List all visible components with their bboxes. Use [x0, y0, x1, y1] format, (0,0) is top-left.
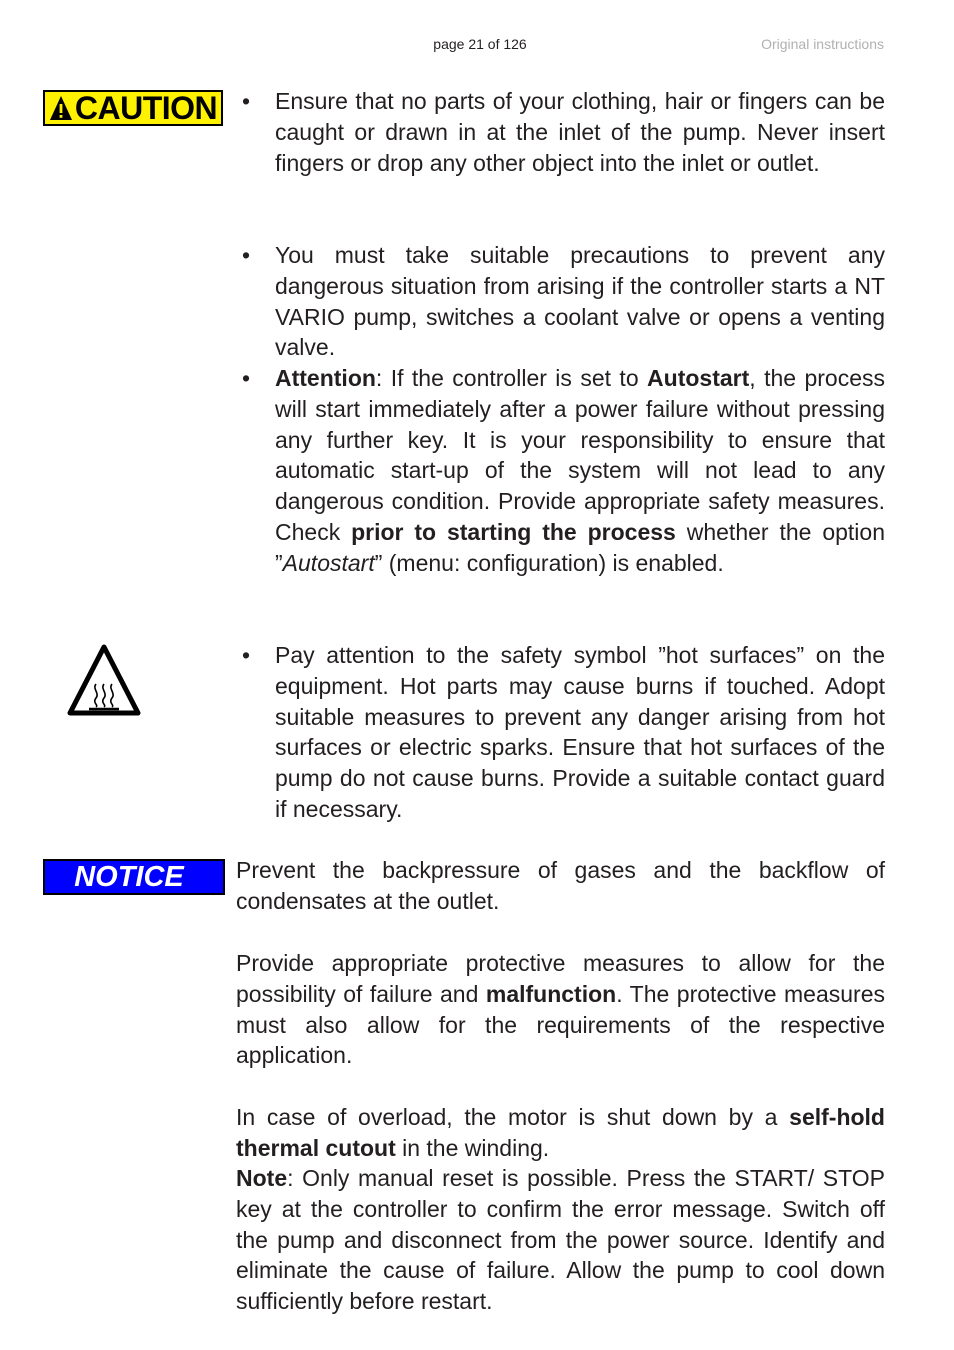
bullet-marker: •	[242, 242, 251, 268]
notice-note	[236, 1163, 885, 1317]
text-span: whether the option ”	[275, 518, 885, 576]
text-span: . The protective measures must also allow for the requirements of the respective application.	[236, 980, 885, 1069]
notice-label: NOTICE	[43, 859, 225, 895]
caution-label	[43, 90, 223, 126]
caution-text: CAUTION	[74, 90, 218, 126]
bullet-marker: •	[242, 88, 251, 114]
malfunction-keyword: malfunction	[485, 980, 617, 1007]
caution-bullet-autostart	[275, 363, 885, 579]
caution-bullet-clothing: Ensure that no parts of your clothing, hair or fingers can be caught or drawn in at the inlet of the pump. Never insert fingers or drop any other object into the inlet or outlet.	[275, 88, 885, 176]
notice-protective-measures	[236, 948, 885, 1071]
thermal-cutout-keyword: self-hold thermal cutout	[236, 1104, 885, 1161]
prior-keyword: prior to starting the process	[351, 518, 676, 545]
notice-backpressure: Prevent the backpressure of gases and the backflow of condensates at the outlet.	[236, 857, 885, 914]
autostart-option: Autostart	[282, 549, 375, 576]
attention-keyword: Attention	[275, 365, 376, 391]
text-span: : Only manual reset is possible. Press the START/ STOP key at the controller to confirm the error message. Switch off the pump and disconnect from the power source. Identify and eliminate the cause of failure. Allow the pump to cool down sufficiently before restart.	[236, 1165, 885, 1315]
text-span: In case of overload, the motor is shut down by a	[236, 1104, 790, 1130]
document-type-label: Original instructions	[761, 36, 884, 52]
text-span: , the process will start immediately after a power failure without pressing any further key. It is your responsibility to ensure that automatic start-up of the system will not lead to any dangerous condition. Provide appropriate safety measures. Check	[275, 365, 885, 545]
autostart-keyword: Autostart	[647, 365, 750, 391]
text-span: Provide appropriate protective measures to allow for the possibility of failure and	[236, 950, 885, 1007]
text-span: ” (menu: configuration) is enabled.	[374, 549, 724, 576]
bullet-marker: •	[242, 642, 251, 668]
warning-triangle-icon	[49, 95, 73, 121]
page-number: page 21 of 126	[433, 36, 527, 52]
caution-bullet-precautions: You must take suitable precautions to prevent any dangerous situation from arising if the controller starts a NT VARIO pump, switches a coolant valve or opens a venting valve.	[275, 242, 885, 361]
bullet-marker: •	[242, 365, 251, 391]
text-span: in the winding.	[395, 1134, 550, 1161]
caution-bullet-hot-surfaces: Pay attention to the safety symbol ”hot surfaces” on the equipment. Hot parts may cause burns if touched. Adopt suitable measures to prevent any danger arising from hot surfaces or electric sparks. Ensure that hot surfaces of the pump do not cause burns. Provide a suitable contact guard if necessary.	[275, 642, 885, 822]
hot-surface-icon	[66, 643, 142, 719]
note-keyword: Note	[236, 1165, 288, 1191]
text-span: : If the controller is set to	[375, 365, 648, 391]
notice-overload	[236, 1102, 885, 1164]
